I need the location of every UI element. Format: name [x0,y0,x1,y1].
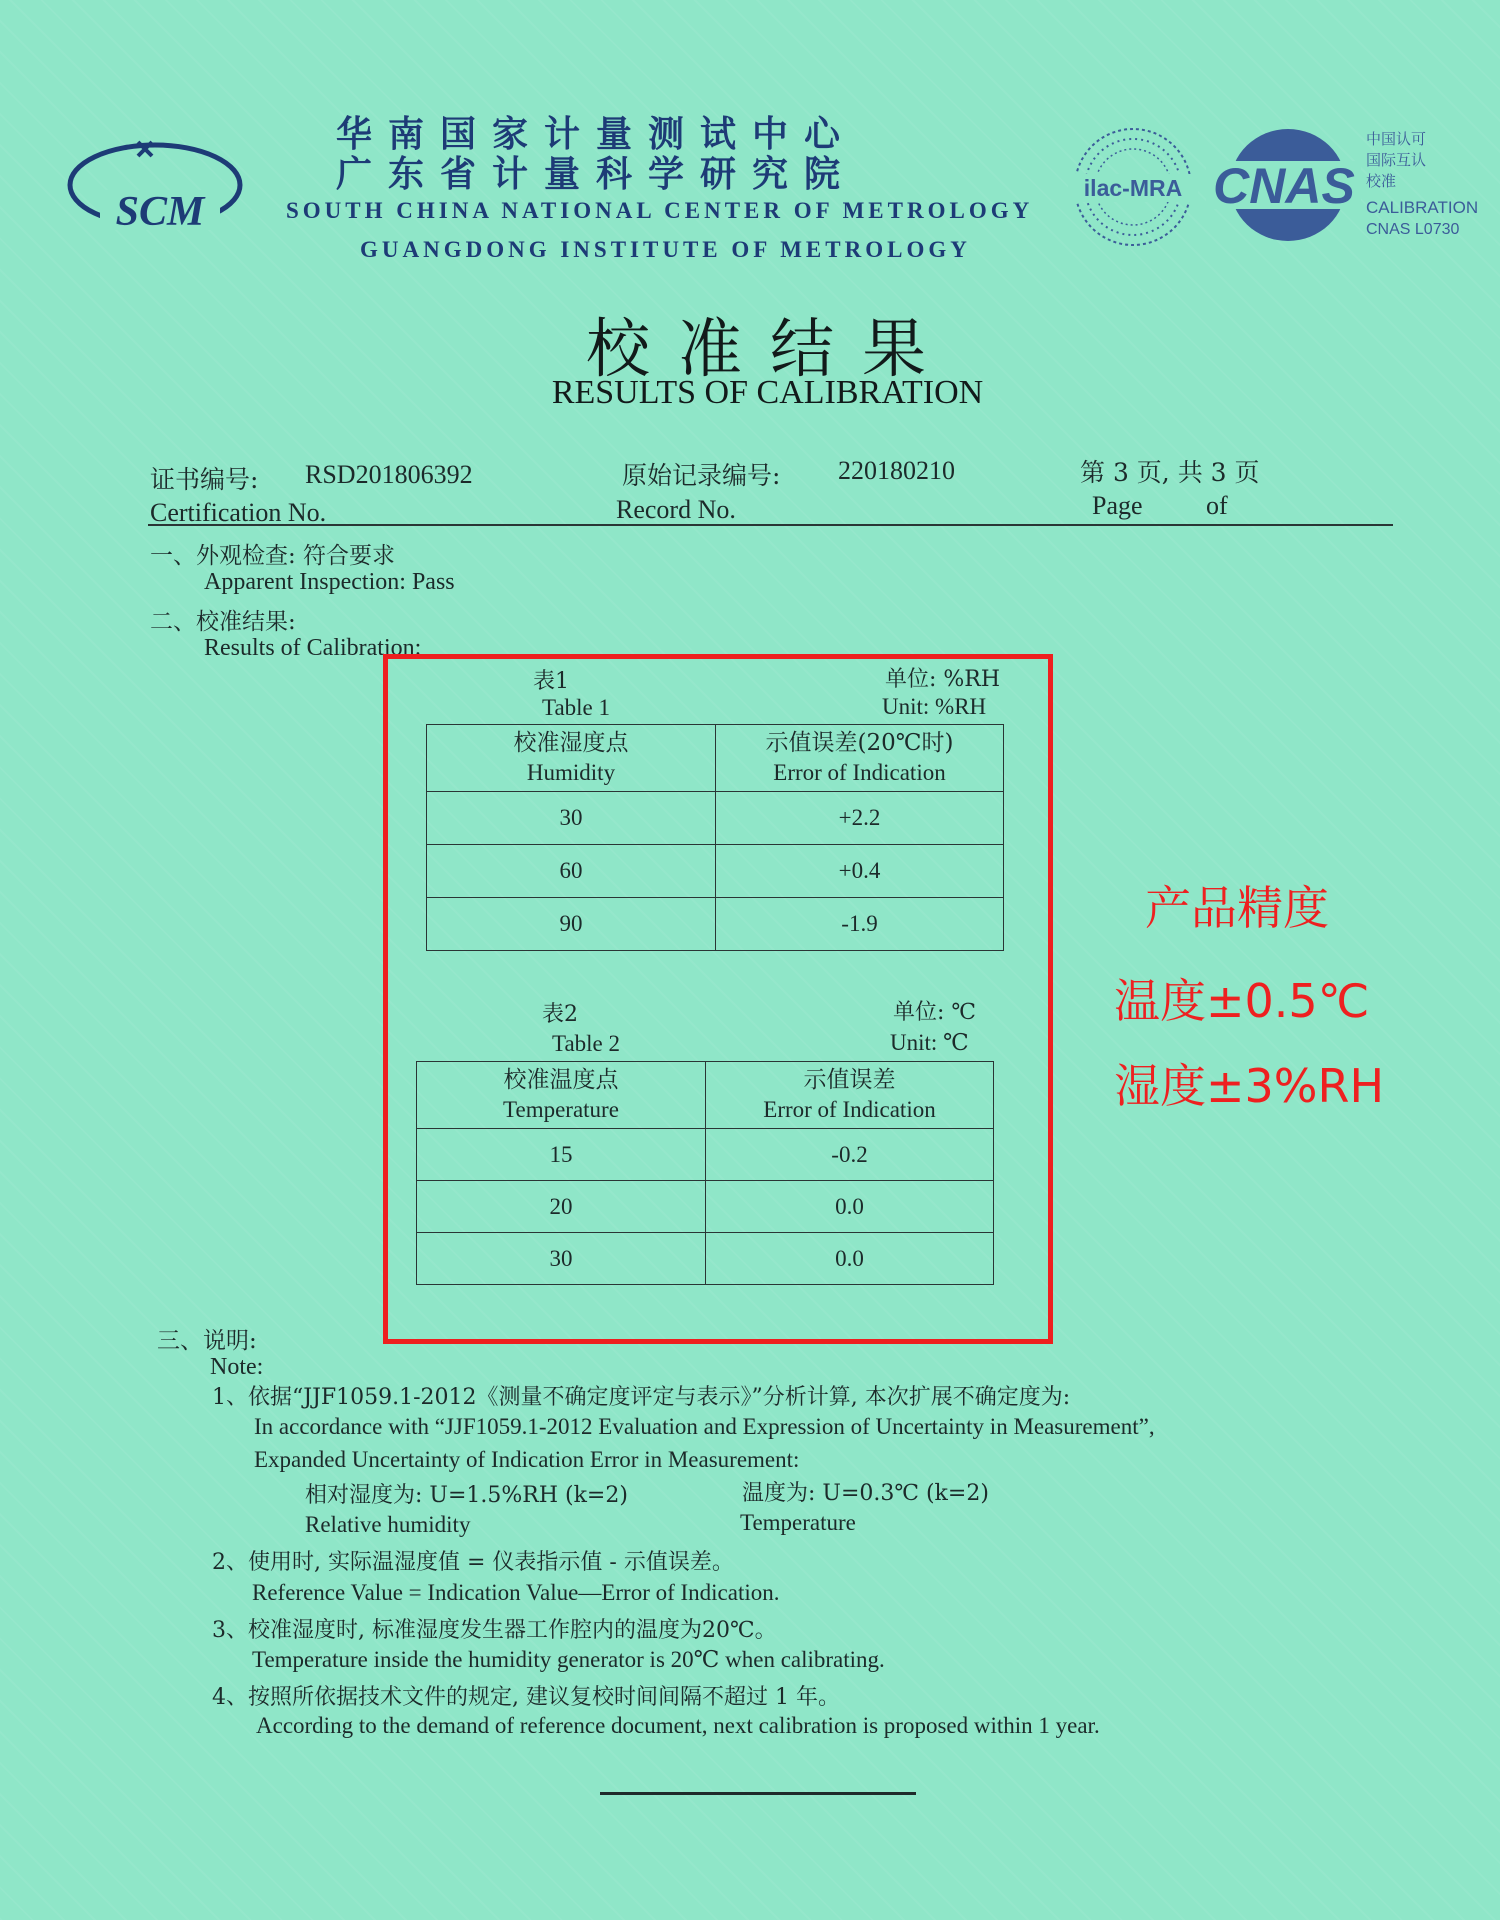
record-number: 220180210 [838,456,955,485]
section2-cn: 二、校准结果: [150,609,296,635]
document-title-cn: 校准结果 [586,313,954,387]
cnas-side-cn-3: 校准 [1366,173,1397,190]
table-row [417,1181,994,1233]
end-rule [600,1792,916,1795]
note4-en: According to the demand of reference document, next calibration is proposed within 1 year. [256,1713,1100,1738]
table1-unit-en: Unit: %RH [882,694,987,719]
page-label-en: Page [1092,491,1143,520]
cert-number: RSD201806392 [305,460,473,489]
cert-label-en: Certification No. [150,498,327,527]
table-row [427,898,1004,951]
table1-point-cell: 90 [427,898,716,951]
page-of-label-en: of [1206,491,1228,520]
cnas-side-en-2: CNAS L0730 [1366,221,1460,238]
document-title-en: RESULTS OF CALIBRATION [551,374,984,411]
note4-cn: 4、按照所依据技术文件的规定, 建议复校时间间隔不超过 1 年。 [212,1685,840,1710]
table2-col2-header-cn: 示值误差 [803,1067,896,1093]
ilac-mra-logo [1068,122,1198,252]
table2-unit-en: Unit: ℃ [890,1030,969,1055]
table2-col1-header-en: Temperature [503,1097,619,1122]
table1-unit-cn: 单位: %RH [885,667,1001,692]
table2-error-cell: 0.0 [706,1233,994,1285]
header-rule [148,524,1393,526]
note3-cn: 3、校准湿度时, 标准湿度发生器工作腔内的温度为20℃。 [212,1618,777,1643]
record-label-cn: 原始记录编号: [622,461,781,490]
table1-point-cell: 30 [427,792,716,845]
table1-error-cell: +2.2 [716,792,1004,845]
cert-label-cn: 证书编号: [150,465,259,494]
cnas-logo-text: CNAS [1213,158,1355,214]
table-row [427,845,1004,898]
accuracy-title: 产品精度 [1145,881,1329,935]
table1-header-row [427,725,1004,792]
table2-col2-header-en: Error of Indication [763,1097,936,1122]
table1-humidity [426,724,1004,951]
cnas-side-cn-1: 中国认可 [1366,131,1427,148]
accuracy-temperature: 温度±0.5℃ [1114,974,1370,1028]
table2-caption-en: Table 2 [552,1031,621,1056]
table1-caption-en: Table 1 [542,695,611,720]
table-row [417,1129,994,1181]
cnas-logo [1206,125,1361,245]
scm-logo-text: SCM [115,189,205,235]
org-name-cn-1: 华南国家计量测试中心 [336,113,857,155]
cnas-side-cn-2: 国际互认 [1366,152,1427,169]
table1-col2-header [716,725,1004,792]
table2-point-cell: 20 [417,1181,706,1233]
table2-caption-cn: 表2 [542,1002,578,1027]
table1-col1-header-en: Humidity [526,760,616,785]
section3-en: Note: [210,1354,264,1380]
note1-cn: 1、依据“JJF1059.1-2012《测量不确定度评定与表示》”分析计算, 本次扩展不确定度为: [212,1385,1071,1410]
org-name-cn-2: 广东省计量科学研究院 [336,153,857,195]
note1-en-line1: In accordance with “JJF1059.1-2012 Evaluation and Expression of Uncertainty in Measurement”, [254,1414,1155,1439]
note1-temperature-en: Temperature [740,1510,856,1535]
section3-cn: 三、说明: [157,1328,257,1354]
table2-col1-header-cn: 校准温度点 [503,1067,619,1093]
table1-caption-cn: 表1 [533,669,569,694]
table2-unit-cn: 单位: ℃ [893,1000,977,1025]
table1-error-cell: +0.4 [716,845,1004,898]
table1-error-cell: -1.9 [716,898,1004,951]
note2-cn: 2、使用时, 实际温湿度值 = 仪表指示值 - 示值误差。 [212,1550,734,1575]
note3-en: Temperature inside the humidity generator is 20℃ when calibrating. [252,1647,885,1672]
table2-point-cell: 15 [417,1129,706,1181]
table-row [417,1233,994,1285]
org-name-en-1: SOUTH CHINA NATIONAL CENTER OF METROLOGY [286,198,1034,223]
table1-point-cell: 60 [427,845,716,898]
section1-cn: 一、外观检查: 符合要求 [150,543,396,569]
table2-error-cell: 0.0 [706,1181,994,1233]
note2-en: Reference Value = Indication Value—Error of Indication. [252,1580,780,1605]
cnas-side-en-1: CALIBRATION [1366,198,1479,217]
note1-en-line2: Expanded Uncertainty of Indication Error in Measurement: [254,1447,800,1472]
table1-col1-header-cn: 校准湿度点 [513,730,629,756]
table1-col2-header-en: Error of Indication [773,760,946,785]
table2-col1-header [417,1062,706,1129]
note1-temperature-cn: 温度为: U=0.3℃ (k=2) [742,1481,989,1506]
org-name-en-2: GUANGDONG INSTITUTE OF METROLOGY [360,237,971,262]
table2-col2-header [706,1062,994,1129]
table2-temperature [416,1061,994,1285]
section1-en: Apparent Inspection: Pass [204,569,455,595]
table2-error-cell: -0.2 [706,1129,994,1181]
table1-col2-header-cn: 示值误差(20℃时) [765,730,954,756]
scm-logo [60,130,250,245]
accuracy-humidity: 湿度±3%RH [1114,1059,1385,1113]
page-indicator-cn: 第 3 页, 共 3 页 [1080,458,1260,487]
record-label-en: Record No. [616,495,736,524]
note1-humidity-cn: 相对湿度为: U=1.5%RH (k=2) [305,1483,628,1508]
table2-header-row [417,1062,994,1129]
ilac-logo-text: ilac-MRA [1083,175,1183,201]
section2-en: Results of Calibration: [204,635,422,661]
table-row [427,792,1004,845]
table1-col1-header [427,725,716,792]
table2-point-cell: 30 [417,1233,706,1285]
note1-humidity-en: Relative humidity [305,1512,471,1537]
